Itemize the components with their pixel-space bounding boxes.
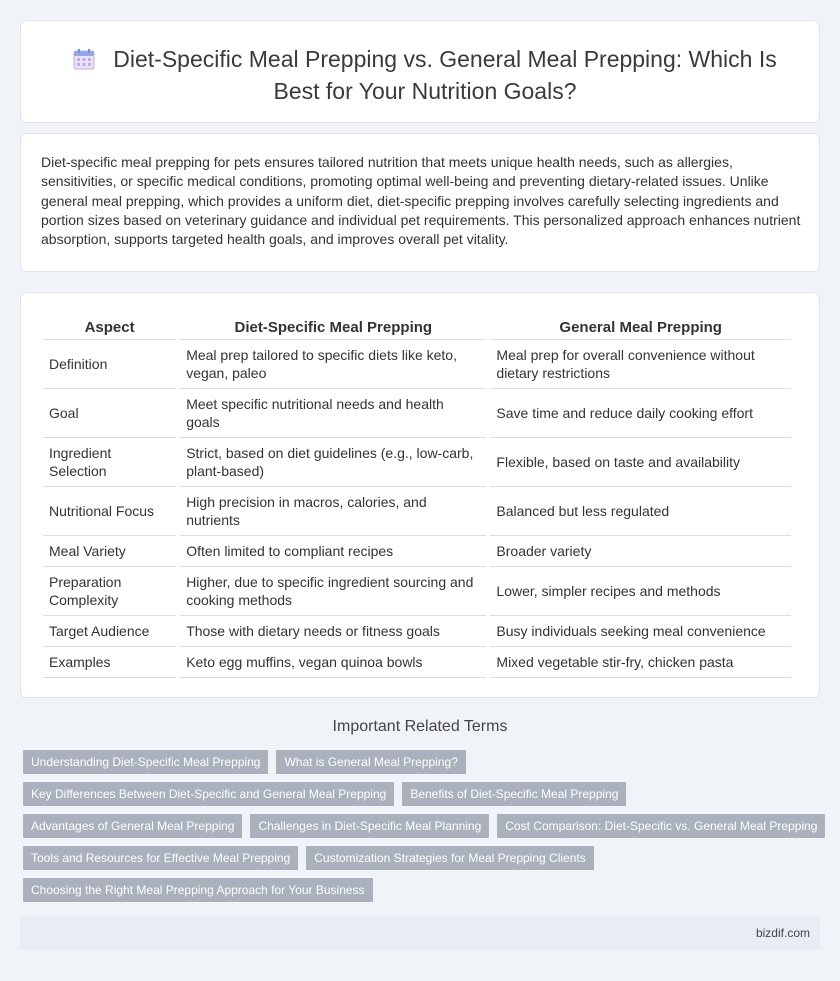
related-tag[interactable]: Benefits of Diet-Specific Meal Prepping (402, 782, 626, 806)
table-row (43, 536, 791, 567)
header-general: General Meal Prepping (490, 317, 791, 340)
tag-row (23, 814, 823, 838)
table-cell-aspect: Definition (43, 340, 176, 389)
tag-row (23, 750, 823, 774)
table-cell-general: Broader variety (490, 536, 791, 567)
table-cell-general: Balanced but less regulated (490, 487, 791, 536)
table-cell-aspect: Ingredient Selection (43, 438, 176, 487)
related-tag[interactable]: Tools and Resources for Effective Meal Prepping (23, 846, 298, 870)
related-tag[interactable]: Choosing the Right Meal Prepping Approach for Your Business (23, 878, 373, 902)
table-cell-diet-specific: Higher, due to specific ingredient sourcing and cooking methods (180, 567, 486, 616)
related-tag[interactable]: Cost Comparison: Diet-Specific vs. General Meal Prepping (497, 814, 825, 838)
table-cell-general: Meal prep for overall convenience without dietary restrictions (490, 340, 791, 389)
comparison-card (20, 292, 820, 698)
table-cell-general: Mixed vegetable stir-fry, chicken pasta (490, 647, 791, 678)
table-cell-aspect: Meal Variety (43, 536, 176, 567)
table-cell-general: Flexible, based on taste and availability (490, 438, 791, 487)
page-title: Diet-Specific Meal Prepping vs. General Meal Prepping: Which Is Best for Your Nutrition Goals? (113, 46, 777, 104)
header-card (20, 20, 820, 123)
related-tag[interactable]: Advantages of General Meal Prepping (23, 814, 242, 838)
related-tag[interactable]: What is General Meal Prepping? (276, 750, 465, 774)
table-cell-diet-specific: Meet specific nutritional needs and health goals (180, 389, 486, 438)
table-row (43, 616, 791, 647)
related-tag[interactable]: Understanding Diet-Specific Meal Prepping (23, 750, 268, 774)
table-cell-aspect: Nutritional Focus (43, 487, 176, 536)
table-row (43, 567, 791, 616)
comparison-table (39, 317, 795, 678)
header-aspect: Aspect (43, 317, 176, 340)
table-cell-diet-specific: Strict, based on diet guidelines (e.g., low-carb, plant-based) (180, 438, 486, 487)
table-cell-aspect: Preparation Complexity (43, 567, 176, 616)
intro-paragraph: Diet-specific meal prepping for pets ensures tailored nutrition that meets unique health needs, such as allergies, sensitivities, or specific medical conditions, promoting optimal well-being and preventing dietary-related issues. Unlike general meal prepping, which provides a uniform diet, diet-specific prepping involves carefully selecting ingredients and portion sizes based on veterinary guidance and individual pet requirements. This personalized approach enhances nutrient absorption, supports targeted health goals, and improves overall pet vitality. (41, 154, 801, 248)
related-tag[interactable]: Challenges in Diet-Specific Meal Planning (250, 814, 489, 838)
table-cell-diet-specific: Keto egg muffins, vegan quinoa bowls (180, 647, 486, 678)
table-cell-diet-specific: High precision in macros, calories, and nutrients (180, 487, 486, 536)
tag-row (23, 878, 823, 902)
table-cell-general: Lower, simpler recipes and methods (490, 567, 791, 616)
table-header-row (43, 317, 791, 340)
table-cell-general: Busy individuals seeking meal convenience (490, 616, 791, 647)
related-tag[interactable]: Customization Strategies for Meal Prepping Clients (306, 846, 593, 870)
page-title-container (61, 45, 789, 106)
table-cell-aspect: Goal (43, 389, 176, 438)
table-cell-aspect: Examples (43, 647, 176, 678)
table-row (43, 647, 791, 678)
footer (20, 917, 820, 950)
table-row (43, 438, 791, 487)
table-cell-general: Save time and reduce daily cooking effort (490, 389, 791, 438)
related-terms-title: Important Related Terms (332, 718, 508, 735)
footer-site-link[interactable]: bizdif.com (755, 926, 810, 940)
intro-card (20, 133, 820, 272)
calendar-icon (73, 48, 95, 77)
tag-row (23, 782, 823, 806)
table-cell-diet-specific: Often limited to compliant recipes (180, 536, 486, 567)
table-row (43, 487, 791, 536)
table-cell-aspect: Target Audience (43, 616, 176, 647)
table-cell-diet-specific: Those with dietary needs or fitness goals (180, 616, 486, 647)
related-tag[interactable]: Key Differences Between Diet-Specific and General Meal Prepping (23, 782, 394, 806)
tag-row (23, 846, 823, 870)
header-diet-specific: Diet-Specific Meal Prepping (180, 317, 486, 340)
table-row (43, 340, 791, 389)
table-cell-diet-specific: Meal prep tailored to specific diets like keto, vegan, paleo (180, 340, 486, 389)
table-row (43, 389, 791, 438)
related-tags (23, 750, 823, 910)
